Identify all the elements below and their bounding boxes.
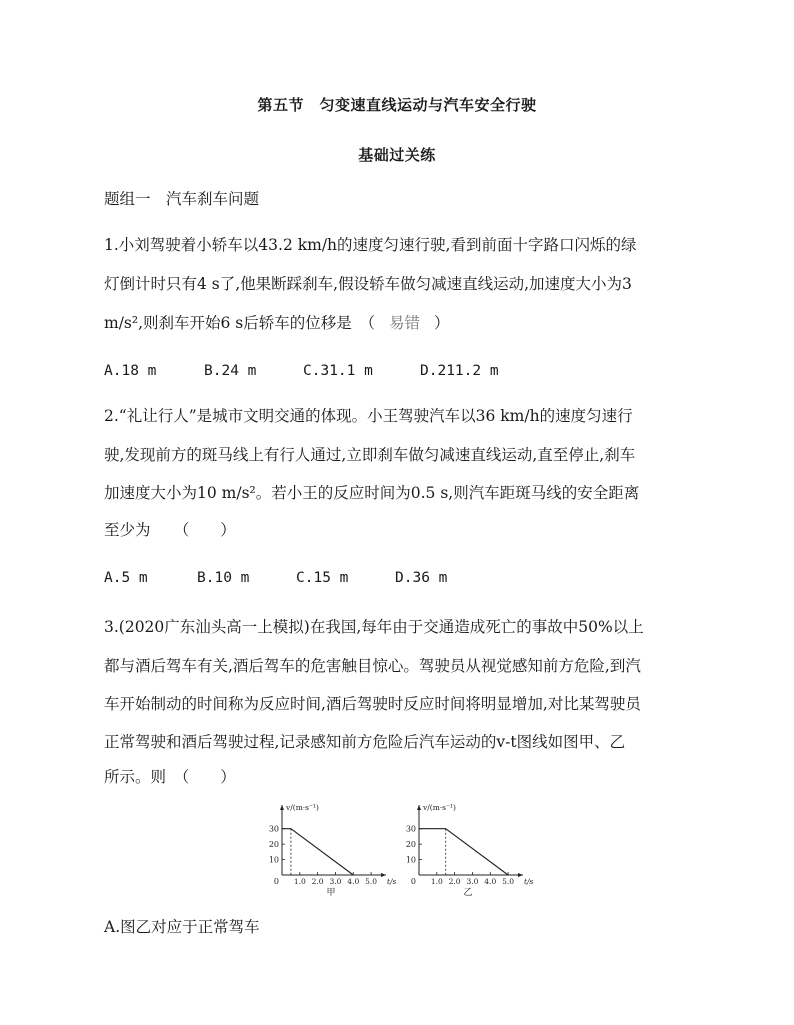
q2-line-2: 驶,发现前方的斑马线上有行人通过,立即刹车做匀减速直线运动,直至停止,刹车 [104,446,636,464]
q1-option-b: B.24 m [204,363,257,379]
q3-option-a: A.图乙对应于正常驾车 [104,918,260,936]
y-axis-arrow [417,805,421,810]
x-tick-label: 2.0 [311,877,324,886]
q3-line-5: 所示。则 （ ） [104,768,236,786]
y-tick-label: 20 [405,840,416,850]
q2-line-1: 2.“礼让行人”是城市文明交通的体现。小王驾驶汽车以36 km/h的速度匀速行 [104,407,633,425]
q1-difficulty-tag: 易错 [389,314,421,332]
x-tick-label: 4.0 [484,877,497,886]
q2-option-d: D.36 m [395,570,448,586]
subtitle: 基础过关练 [358,146,436,164]
q2-line-3: 加速度大小为10 m/s²。若小王的反应时间为0.5 s,则汽车距斑马线的安全距离 [104,484,640,502]
x-tick-label: 1.0 [293,877,306,886]
chart-caption: 甲 [326,888,336,898]
y-tick-label: 30 [268,824,279,834]
q1-option-c: C.31.1 m [303,363,373,379]
q1-line-1: 1.小刘驾驶着小轿车以43.2 km/h的速度匀速行驶,看到前面十字路口闪烁的绿 [104,236,637,254]
q1-option-a: A.18 m [104,363,157,379]
y-axis-label: v/(m·s⁻¹) [423,803,456,812]
y-tick-label: 10 [405,855,416,865]
q1-line-3 [104,313,704,333]
x-tick-label: 2.0 [448,877,461,886]
x-axis-arrow [381,873,386,877]
q3-line-1: 3.(2020广东汕头高一上模拟)在我国,每年由于交通造成死亡的事故中50%以上 [104,618,644,636]
series-line [282,829,353,875]
q2-option-c: C.15 m [296,570,349,586]
chart-caption: 乙 [463,888,473,898]
origin-label: 0 [273,877,279,886]
q1-line-3-close: ） [434,314,450,332]
y-axis-label: v/(m·s⁻¹) [286,803,319,812]
x-axis-label: t/s [524,877,534,886]
y-tick-label: 20 [268,840,279,850]
vt-chart-yi [406,803,534,898]
q3-line-2: 都与酒后驾车有关,酒后驾车的危害触目惊心。驾驶员从视觉感知前方危险,到汽 [104,657,641,675]
y-tick-label: 30 [405,824,416,834]
x-tick-label: 4.0 [347,877,360,886]
series-line [419,829,508,875]
x-tick-label: 5.0 [502,877,515,886]
group-label: 题组一 汽车刹车问题 [104,190,260,208]
x-tick-label: 3.0 [329,877,342,886]
x-tick-label: 3.0 [466,877,479,886]
vt-charts-svg [262,800,542,898]
vt-chart-jia [269,803,397,898]
y-axis-arrow [280,805,284,810]
q2-option-a: A.5 m [104,570,148,586]
section-title: 第五节 匀变速直线运动与汽车安全行驶 [257,96,537,114]
q1-line-2: 灯倒计时只有4 s了,他果断踩刹车,假设轿车做匀减速直线运动,加速度大小为3 [104,275,632,293]
origin-label: 0 [410,877,416,886]
vt-figure [262,800,542,898]
x-axis-label: t/s [387,877,397,886]
q2-line-4: 至少为 （ ） [104,521,236,539]
x-tick-label: 1.0 [430,877,443,886]
q1-option-d: D.211.2 m [420,363,499,379]
q1-line-3-text: m/s²,则刹车开始6 s后轿车的位移是 （ [104,314,376,332]
q2-option-b: B.10 m [197,570,250,586]
x-axis-arrow [518,873,523,877]
x-tick-label: 5.0 [365,877,378,886]
y-tick-label: 10 [268,855,279,865]
q3-line-4: 正常驾驶和酒后驾驶过程,记录感知前方危险后汽车运动的v-t图线如图甲、乙 [104,733,626,751]
q3-line-3: 车开始制动的时间称为反应时间,酒后驾驶时反应时间将明显增加,对比某驾驶员 [104,695,641,713]
